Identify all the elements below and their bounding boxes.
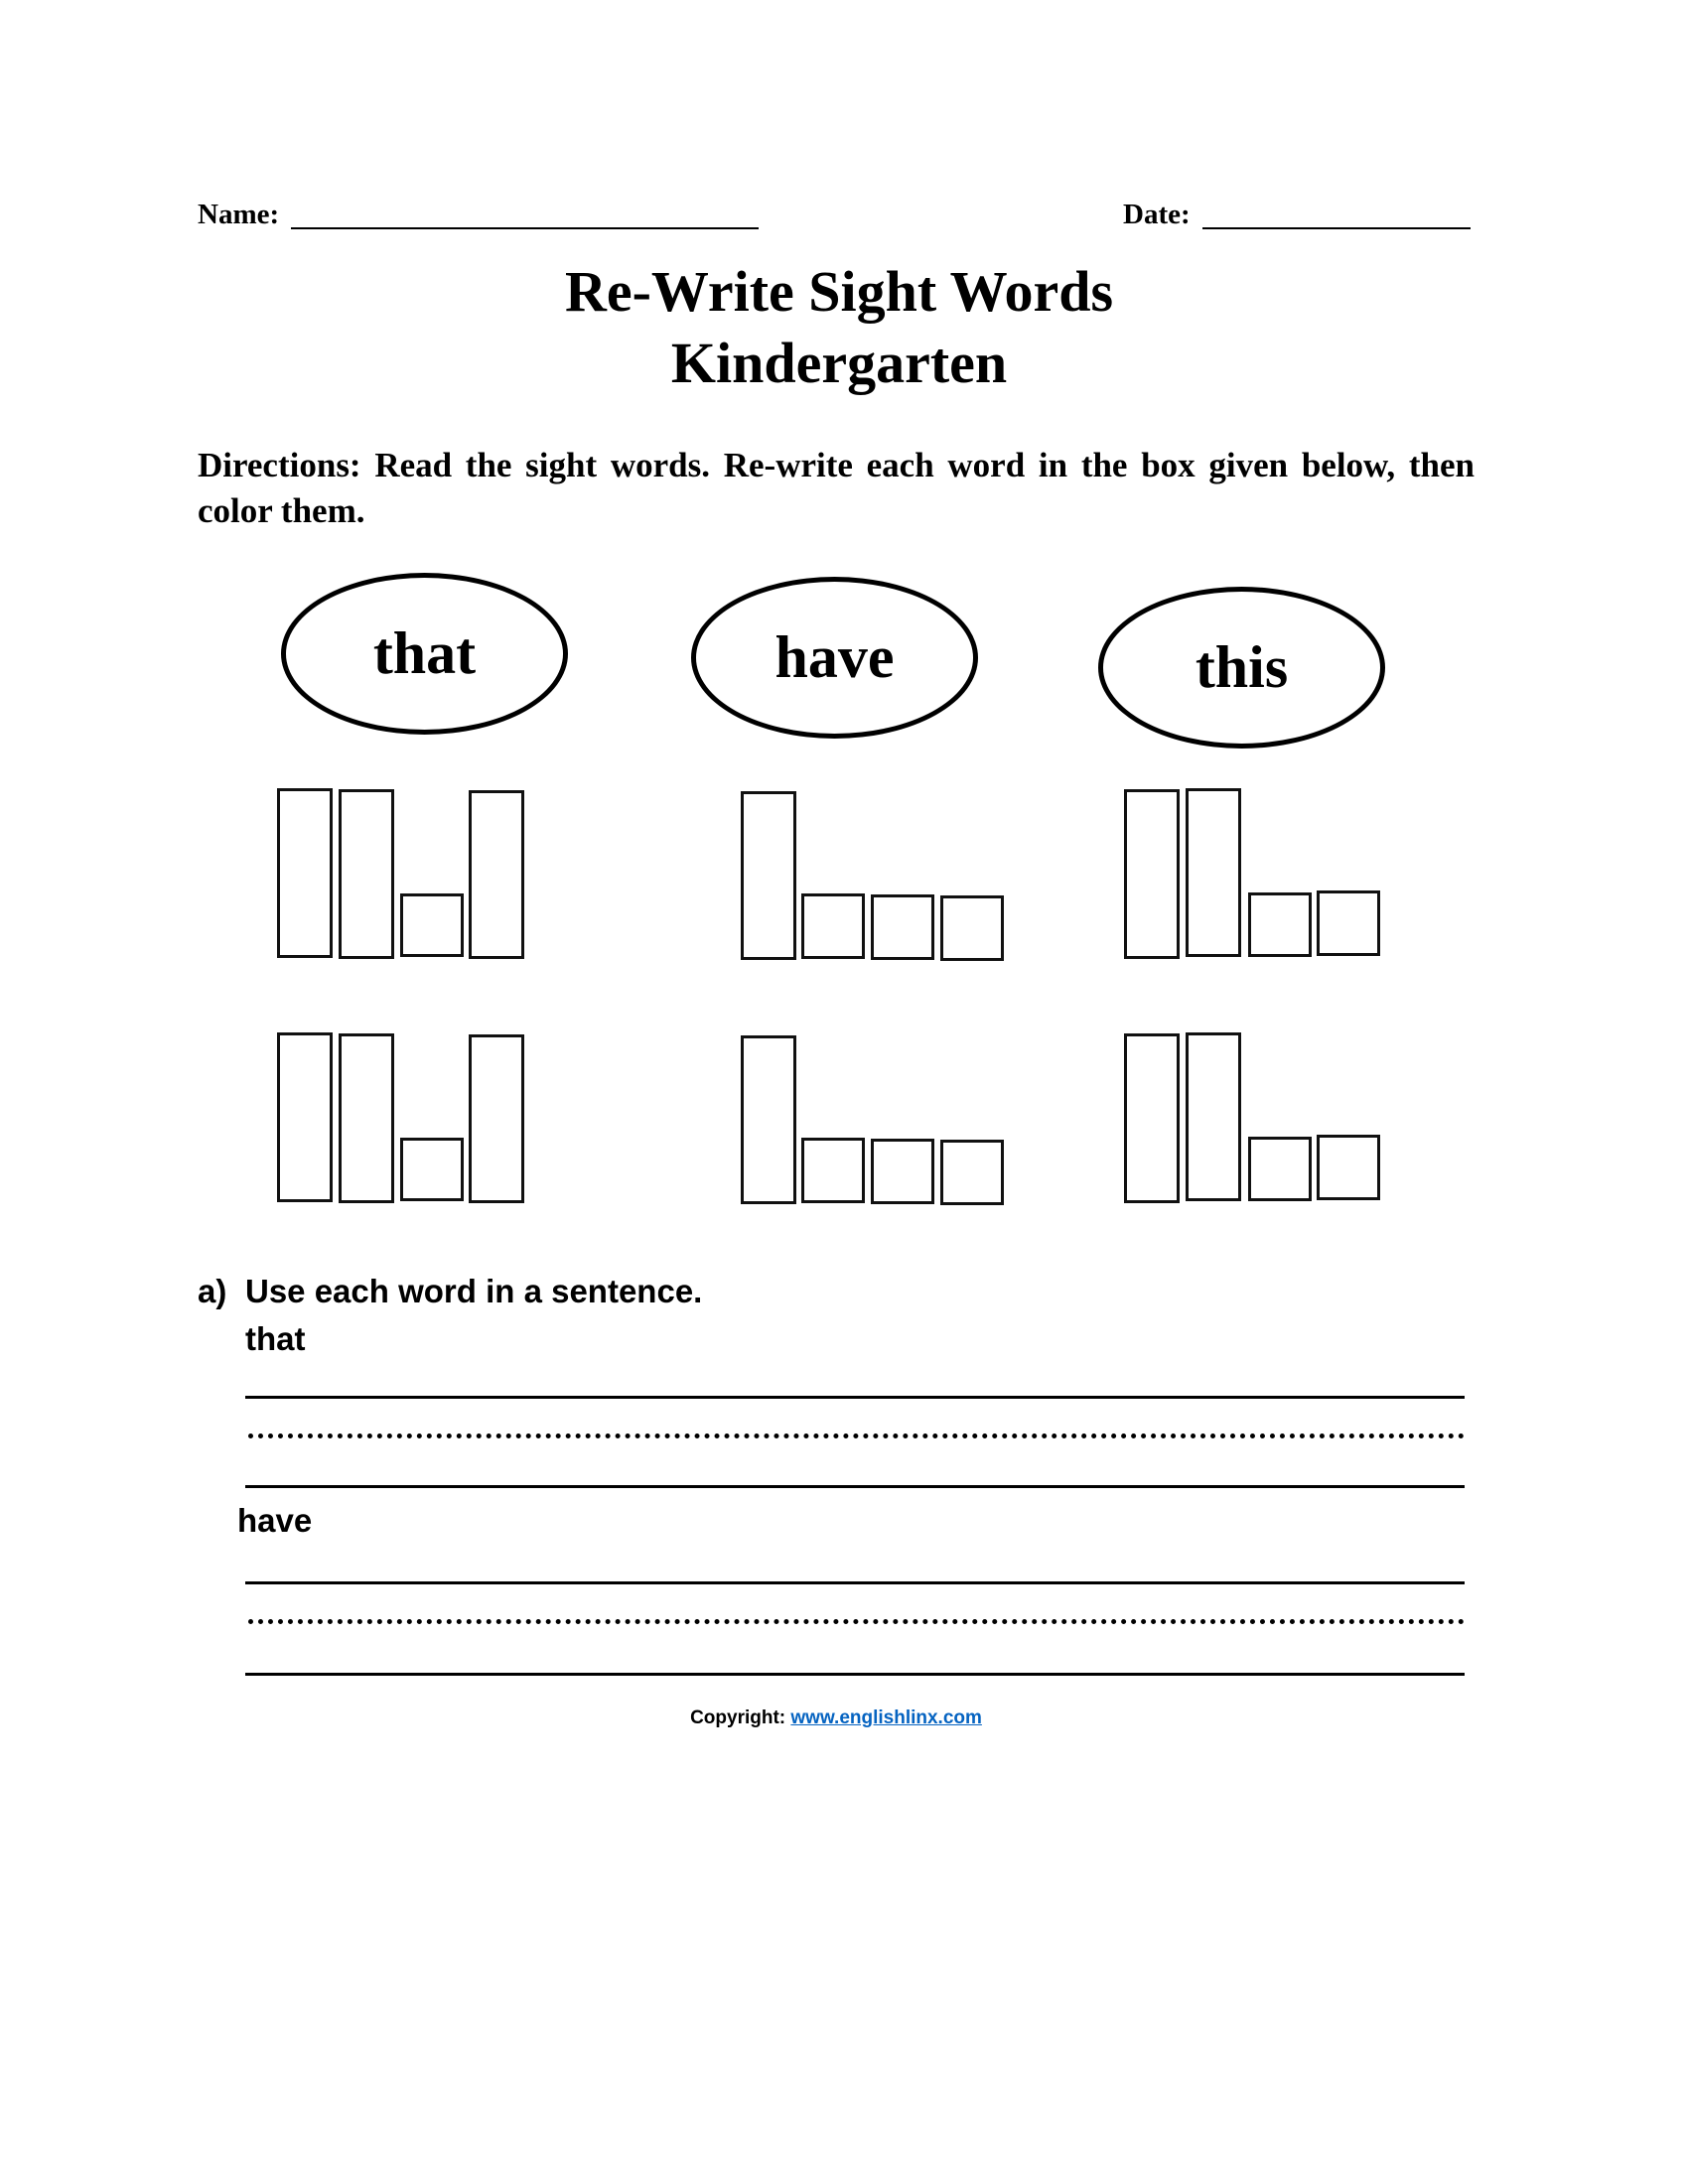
directions-text: Directions: Read the sight words. Re-write each word in the box given below, then color them.	[198, 446, 1475, 530]
letter-box-that-row1-2[interactable]	[339, 789, 394, 959]
letter-box-this-row2-2[interactable]	[1186, 1032, 1241, 1201]
copyright	[0, 1707, 1672, 1729]
name-field[interactable]	[291, 227, 759, 229]
exercise-instruction: Use each word in a sentence.	[245, 1273, 703, 1309]
letter-box-this-row1-3[interactable]	[1248, 892, 1312, 957]
writing-line[interactable]	[245, 1485, 1465, 1488]
letter-box-this-row2-3[interactable]	[1248, 1137, 1312, 1201]
letter-box-this-row1-1[interactable]	[1124, 789, 1180, 959]
letter-box-that-row2-1[interactable]	[277, 1032, 333, 1202]
letter-box-have-row2-4[interactable]	[940, 1140, 1004, 1205]
exercise-word-have: have	[237, 1502, 313, 1539]
letter-box-this-row1-2[interactable]	[1186, 788, 1241, 957]
letter-box-have-row2-2[interactable]	[801, 1138, 865, 1203]
page-title: Re-Write Sight Words	[564, 259, 1114, 324]
writing-line[interactable]	[245, 1396, 1465, 1399]
date-label: Date:	[1123, 199, 1191, 230]
letter-box-that-row1-4[interactable]	[469, 790, 524, 959]
letter-box-that-row2-4[interactable]	[469, 1034, 524, 1203]
letter-box-have-row2-1[interactable]	[741, 1035, 796, 1204]
letter-box-have-row1-4[interactable]	[940, 895, 1004, 961]
letter-box-have-row2-3[interactable]	[871, 1139, 934, 1204]
letter-box-this-row1-4[interactable]	[1317, 890, 1380, 956]
sight-word-oval-this: this	[1098, 587, 1385, 749]
exercise-word-that: that	[245, 1320, 306, 1357]
writing-line[interactable]	[245, 1673, 1465, 1676]
letter-box-this-row2-1[interactable]	[1124, 1033, 1180, 1203]
name-label: Name:	[198, 199, 280, 230]
letter-box-that-row1-3[interactable]	[400, 893, 464, 957]
sight-word-oval-have: have	[691, 577, 978, 739]
writing-midline	[248, 1433, 1465, 1438]
date-field[interactable]	[1202, 227, 1471, 229]
letter-box-that-row1-1[interactable]	[277, 788, 333, 958]
copyright-link[interactable]: www.englishlinx.com	[790, 1707, 982, 1728]
letter-box-have-row1-2[interactable]	[801, 893, 865, 959]
letter-box-that-row2-2[interactable]	[339, 1033, 394, 1203]
exercise-label: a)	[198, 1273, 227, 1309]
letter-box-have-row1-3[interactable]	[871, 894, 934, 960]
letter-box-that-row2-3[interactable]	[400, 1138, 464, 1201]
letter-box-have-row1-1[interactable]	[741, 791, 796, 960]
copyright-label: Copyright:	[690, 1707, 786, 1728]
writing-line[interactable]	[245, 1581, 1465, 1584]
sight-word-oval-that: that	[281, 573, 568, 735]
page-subtitle: Kindergarten	[670, 331, 1008, 395]
writing-midline	[248, 1619, 1465, 1624]
letter-box-this-row2-4[interactable]	[1317, 1135, 1380, 1200]
